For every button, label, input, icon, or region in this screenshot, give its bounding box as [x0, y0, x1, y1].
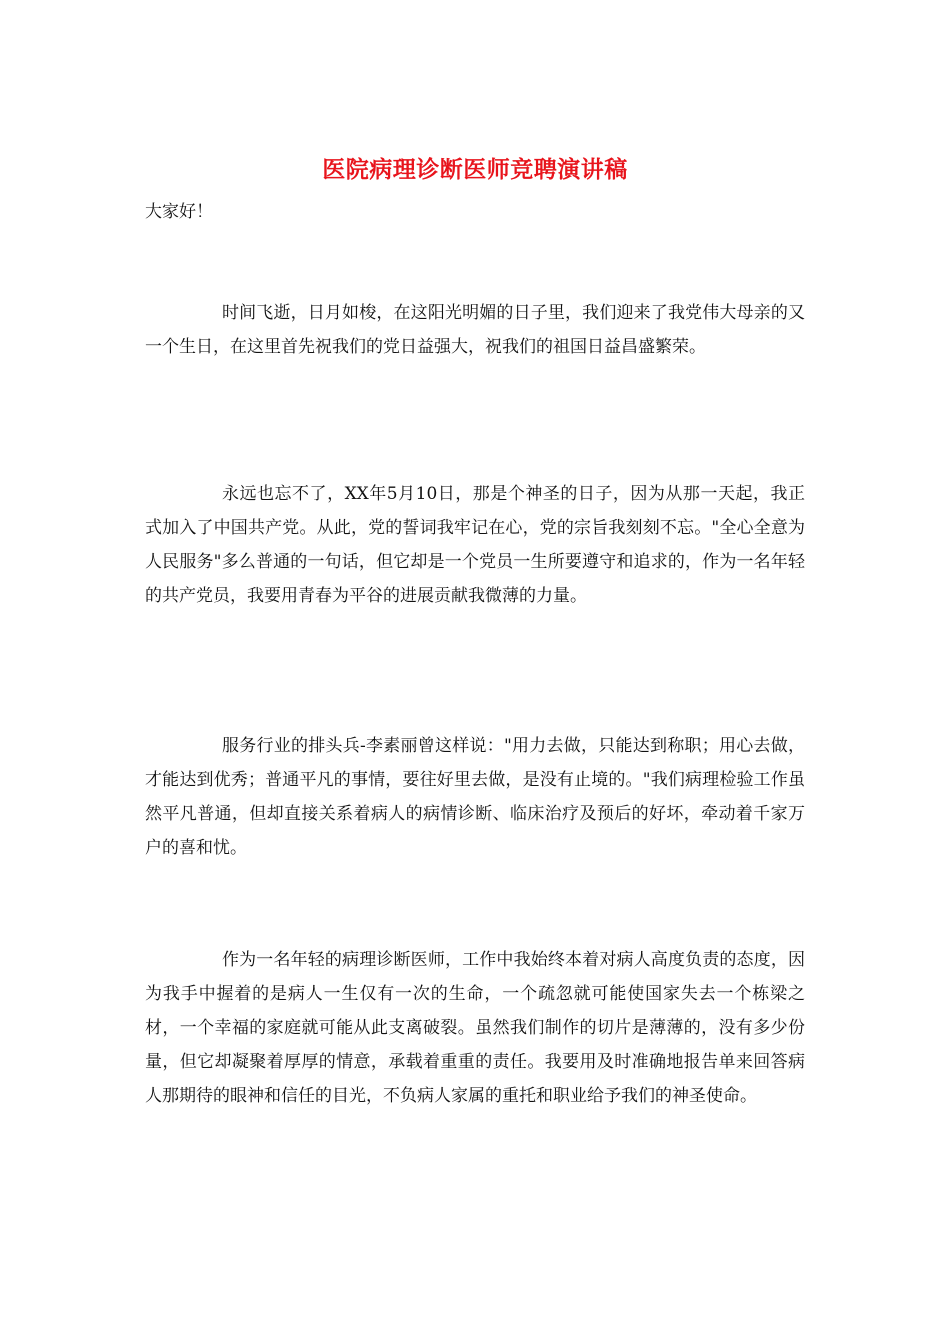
paragraph-3: 服务行业的排头兵-李素丽曾这样说："用力去做，只能达到称职；用心去做，才能达到优秀；普通平凡的事情，要往好里去做，是没有止境的。"我们病理检验工作虽然平凡普通，但却直接关系着病人的病情诊断、临床治疗及预后的好坏，牵动着千家万户的喜和忧。 — [145, 736, 805, 858]
document-title: 医院病理诊断医师竞聘演讲稿 — [322, 156, 628, 183]
paragraph-2: 永远也忘不了，XX年5月10日，那是个神圣的日子，因为从那一天起，我正式加入了中国共产党。从此，党的誓词我牢记在心，党的宗旨我刻刻不忘。"全心全意为人民服务"多么普通的一句话，但它却是一个党员一生所要遵守和追求的，作为一名年轻的共产党员，我要用青春为平谷的进展贡献我微薄的力量。 — [145, 484, 805, 606]
paragraph-1: 时间飞逝，日月如梭，在这阳光明媚的日子里，我们迎来了我党伟大母亲的又一个生日，在这里首先祝我们的党日益强大，祝我们的祖国日益昌盛繁荣。 — [145, 303, 805, 357]
paragraph-4: 作为一名年轻的病理诊断医师，工作中我始终本着对病人高度负责的态度，因为我手中握着的是病人一生仅有一次的生命，一个疏忽就可能使国家失去一个栋梁之材，一个幸福的家庭就可能从此支离破裂。虽然我们制作的切片是薄薄的，没有多少份量，但它却凝聚着厚厚的情意，承载着重重的责任。我要用及时准确地报告单来回答病人那期待的眼神和信任的目光，不负病人家属的重托和职业给予我们的神圣使命。 — [145, 950, 805, 1106]
greeting-text: 大家好！ — [145, 202, 213, 222]
